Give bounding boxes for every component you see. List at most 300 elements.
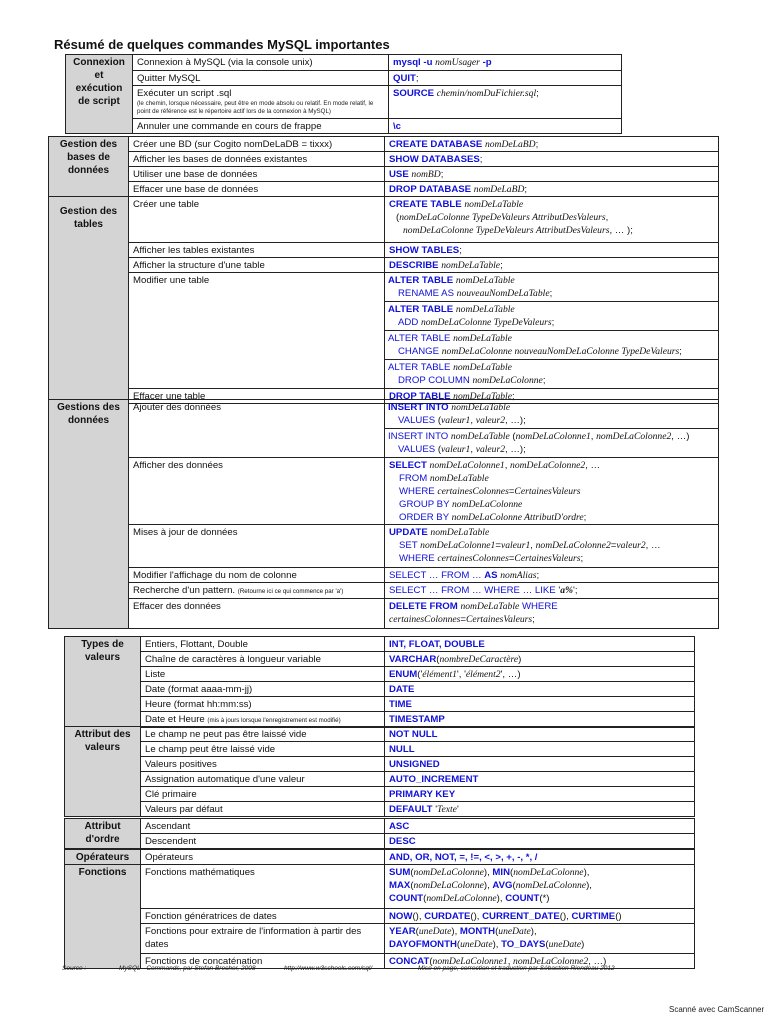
description-cell <box>129 400 385 458</box>
sql-keyword: SELECT … FROM … <box>389 570 482 581</box>
command-cell <box>385 458 719 525</box>
sql-keyword: ENUM <box>389 669 418 680</box>
sql-keyword: MAX <box>389 880 411 891</box>
sql-placeholder: valeur2 <box>616 540 646 551</box>
sql-placeholder: nombreDeCaractère <box>439 654 519 665</box>
command-line <box>389 472 714 485</box>
description-cell <box>129 137 385 152</box>
sql-keyword: TO_DAYS <box>501 939 546 950</box>
sql-text: , <box>470 415 476 426</box>
sql-keyword: TIMESTAMP <box>389 714 445 725</box>
sql-placeholder: certainesColonnes <box>437 486 509 497</box>
footer-credit: Mise en page, correction et traduction par Sébastien Riendeau 2012 <box>418 965 615 972</box>
description-text: Valeurs par défaut <box>145 804 223 815</box>
category-label: Gestion des bases de données <box>49 137 129 197</box>
table-row <box>66 71 622 86</box>
sql-placeholder: CertainesValeurs <box>514 553 581 564</box>
section-operateurs <box>64 849 695 865</box>
section-attribut-valeurs <box>64 726 695 817</box>
sql-text: ) <box>518 654 522 665</box>
sql-placeholder: certainesColonnes <box>437 553 509 564</box>
sql-text: ( <box>429 956 433 967</box>
sql-text: ; <box>551 317 555 328</box>
description-cell <box>129 458 385 525</box>
description-cell <box>133 119 389 134</box>
sql-text: ( <box>435 444 442 455</box>
command-line <box>389 851 690 864</box>
description-cell <box>141 682 385 697</box>
command-line <box>389 498 714 511</box>
category-label: Fonctions <box>65 865 141 969</box>
description-text: Ajouter des données <box>133 402 222 413</box>
sql-text: ( <box>415 926 419 937</box>
sql-placeholder: nomDeLaColonne1 <box>432 956 508 967</box>
description-text: Chaîne de caractères à longueur variable <box>145 654 321 665</box>
sql-text: ; <box>511 391 515 402</box>
sql-keyword: INSERT INTO <box>388 431 449 442</box>
sql-placeholder: certainesColonnes <box>389 614 461 625</box>
sql-placeholder: élément1 <box>422 669 457 680</box>
sql-text: ; <box>542 375 546 386</box>
sql-placeholder: nomDeLaColonne1 <box>429 460 505 471</box>
description-cell <box>129 243 385 258</box>
section-attribut-ordre <box>64 818 695 849</box>
sql-text: , <box>507 956 514 967</box>
sql-placeholder: nomDeLaColonne <box>472 375 543 386</box>
command-line <box>389 866 690 879</box>
description-note: (mis à jours lorsque l'enregistrement est modifié) <box>207 717 341 724</box>
command-line <box>393 87 617 100</box>
description-text: Afficher les tables existantes <box>133 245 255 256</box>
description-cell <box>141 727 385 742</box>
description-cell <box>141 834 385 849</box>
command-cell <box>385 772 695 787</box>
command-line <box>389 683 690 696</box>
command-line <box>389 788 690 801</box>
sql-text: (), <box>559 911 572 922</box>
command-line <box>389 552 714 565</box>
sql-text: ; <box>459 245 462 256</box>
sql-text: ( <box>436 654 440 665</box>
table-row <box>49 167 719 182</box>
command-cell <box>389 55 622 71</box>
sql-keyword: AVG <box>492 880 513 891</box>
sql-placeholder: uneDate <box>460 939 493 950</box>
section-gestion-bd <box>48 136 719 197</box>
command-cell <box>385 197 719 243</box>
sql-text: ; <box>535 139 539 150</box>
sql-keyword: ALTER TABLE <box>388 304 454 315</box>
sql-keyword: CHANGE <box>398 346 440 357</box>
table-row <box>65 742 695 757</box>
command-cell <box>385 802 695 817</box>
description-text: Afficher les bases de données existantes <box>133 154 308 165</box>
description-text: Mises à jour de données <box>133 527 238 538</box>
sql-keyword: DEFAULT <box>389 804 433 815</box>
command-line <box>393 120 617 133</box>
sql-text: = <box>508 486 515 497</box>
command-line <box>389 244 714 257</box>
sql-keyword: MIN <box>492 867 511 878</box>
sql-placeholder: nomUsager <box>435 57 480 68</box>
sql-placeholder: nomDeLaColonne2 <box>513 956 589 967</box>
command-cell <box>385 924 695 954</box>
command-line <box>389 803 690 816</box>
command-line <box>389 835 690 848</box>
sql-text: , …) <box>671 431 690 442</box>
description-text: Heure (format hh:mm:ss) <box>145 699 252 710</box>
command-cell <box>385 682 695 697</box>
description-cell <box>133 71 389 86</box>
description-cell <box>141 802 385 817</box>
sql-placeholder: nomDeLaTable <box>453 391 512 402</box>
sql-keyword: INSERT INTO <box>388 402 449 413</box>
category-label: Attribut des valeurs <box>65 727 141 817</box>
sql-keyword: DELETE FROM <box>389 601 458 612</box>
table-row <box>65 850 695 865</box>
sql-placeholder: valeur1 <box>441 444 471 455</box>
command-cell <box>385 637 695 652</box>
command-line <box>388 274 714 287</box>
description-cell <box>129 583 385 599</box>
command-cell <box>385 137 719 152</box>
command-cell <box>385 697 695 712</box>
description-text: Date et Heure <box>145 714 205 725</box>
sql-keyword: -p <box>482 57 492 68</box>
description-cell <box>133 55 389 71</box>
sql-text: = <box>495 540 501 551</box>
description-cell <box>141 757 385 772</box>
sql-placeholder: nomDeLaTable <box>441 260 501 271</box>
command-line <box>388 443 714 456</box>
command-block <box>385 302 718 331</box>
sql-keyword: YEAR <box>389 926 416 937</box>
description-cell <box>141 652 385 667</box>
sql-keyword: DROP TABLE <box>389 391 451 402</box>
command-line <box>388 316 714 329</box>
description-text: Annuler une commande en cours de frappe <box>137 121 322 132</box>
description-text: Le champ ne peut pas être laissé vide <box>145 729 307 740</box>
sql-keyword: SHOW TABLES <box>389 245 460 256</box>
table-row <box>66 55 622 71</box>
command-cell <box>385 834 695 849</box>
table-row <box>49 258 719 273</box>
description-text: Effacer une table <box>133 391 206 402</box>
description-text: Ascendant <box>145 821 191 832</box>
sql-text: (' <box>417 669 423 680</box>
command-cell <box>385 568 719 583</box>
sql-placeholder: uneDate <box>548 939 582 950</box>
category-label: Attribut d'ordre <box>65 819 141 849</box>
sql-placeholder: Texte <box>437 804 457 815</box>
command-cell <box>389 71 622 86</box>
table-row <box>65 772 695 787</box>
command-cell <box>385 583 719 599</box>
command-line <box>389 938 690 951</box>
sql-keyword: SHOW DATABASES <box>389 154 480 165</box>
command-line <box>389 485 714 498</box>
sql-keyword: DESC <box>389 836 416 847</box>
description-text: Quitter MySQL <box>137 73 201 84</box>
command-cell <box>385 909 695 924</box>
sql-text: ; <box>536 570 540 581</box>
sql-text: , <box>530 540 536 551</box>
table-row <box>65 667 695 682</box>
sql-keyword: NOT NULL <box>389 729 438 740</box>
sql-text: ), <box>483 880 493 891</box>
sql-placeholder: nomDeLaColonne1 <box>515 431 591 442</box>
sql-placeholder: nomDeLaColonne <box>451 499 523 510</box>
sql-placeholder: nomDeLaColonne <box>426 893 497 904</box>
table-row <box>49 568 719 583</box>
sql-keyword: SUM <box>389 867 411 878</box>
sql-text: , …); <box>505 415 526 426</box>
table-row <box>65 865 695 909</box>
command-line <box>389 613 714 626</box>
table-row <box>65 652 695 667</box>
table-row <box>65 727 695 742</box>
sql-keyword: WHERE <box>399 486 435 497</box>
sql-placeholder: nomDeLaColonne TypeDeValeurs AttributDesValeurs <box>399 212 606 223</box>
description-text: Fonctions pour extraire de l'information à partir des dates <box>145 926 362 950</box>
description-text: Créer une table <box>133 199 200 210</box>
sql-text: () <box>615 911 622 922</box>
sql-keyword: ADD <box>398 317 419 328</box>
sql-keyword: DATE <box>389 684 415 695</box>
description-cell <box>129 568 385 583</box>
table-row <box>65 637 695 652</box>
sql-text: , <box>590 431 597 442</box>
table-row <box>49 458 719 525</box>
footer-source-label: Source : <box>62 965 87 972</box>
sql-text: ; <box>549 288 553 299</box>
sql-placeholder: CertainesValeurs <box>466 614 533 625</box>
sql-keyword: ALTER TABLE <box>388 275 454 286</box>
sql-keyword: VALUES <box>398 415 436 426</box>
sql-text: = <box>508 553 515 564</box>
table-row <box>66 119 622 134</box>
category-label: Gestion des tables <box>49 197 129 404</box>
sql-keyword: \c <box>393 121 402 132</box>
sql-keyword: DAYOFMONTH <box>389 939 457 950</box>
command-cell <box>385 273 719 389</box>
command-block <box>385 360 718 388</box>
sql-placeholder: nomDeLaTable <box>451 402 511 413</box>
sql-text: (), <box>412 911 425 922</box>
sql-text: ), <box>586 880 592 891</box>
sql-text: ( <box>423 893 427 904</box>
command-block <box>385 429 718 457</box>
sql-placeholder: nomDeLaTable <box>455 304 515 315</box>
command-block <box>385 273 718 302</box>
description-text: Fonctions de concaténation <box>145 956 263 967</box>
sql-placeholder: nomDeLaColonne nouveauNomDeLaColonne TypeDeValeurs <box>441 346 680 357</box>
description-text: Valeurs positives <box>145 759 217 770</box>
description-text: Assignation automatique d'une valeur <box>145 774 305 785</box>
sql-keyword: DROP DATABASE <box>389 184 472 195</box>
sql-placeholder: nomDeLaColonne <box>413 867 484 878</box>
table-row <box>65 834 695 849</box>
sql-placeholder: nomDeLaTable <box>429 473 489 484</box>
description-text: Le champ peut être laissé vide <box>145 744 276 755</box>
sql-placeholder: nomDeLaColonne <box>513 867 584 878</box>
sql-keyword: mysql <box>393 57 421 68</box>
sql-text: ( <box>545 939 549 950</box>
command-line <box>389 569 714 582</box>
command-cell <box>385 667 695 682</box>
description-cell <box>133 86 389 119</box>
command-cell <box>385 258 719 273</box>
table-row <box>49 599 719 629</box>
sql-text: ( <box>396 212 400 223</box>
sql-placeholder: nomDeLaTable <box>430 527 490 538</box>
sql-keyword: MONTH <box>459 926 496 937</box>
command-line <box>388 303 714 316</box>
command-cell <box>389 86 622 119</box>
sql-placeholder: nomDeLaTable <box>464 199 524 210</box>
description-text: Clé primaire <box>145 789 197 800</box>
table-row <box>49 273 719 389</box>
sql-keyword: ORDER BY <box>399 512 449 523</box>
sql-placeholder: valeur2 <box>475 415 505 426</box>
sql-text: ), <box>451 926 460 937</box>
sql-text: ( <box>410 880 414 891</box>
description-cell <box>129 525 385 568</box>
sql-keyword: CONCAT <box>389 956 430 967</box>
sql-keyword: COUNT <box>505 893 540 904</box>
sql-placeholder: nomDeLaColonne1 <box>420 540 496 551</box>
sql-placeholder: valeur1 <box>500 540 531 551</box>
description-text: Liste <box>145 669 166 680</box>
description-text: Effacer une base de données <box>133 184 259 195</box>
sql-placeholder: nomDeLaColonne AttributD'ordre <box>451 512 584 523</box>
description-text: Connexion à MySQL (via la console unix) <box>137 57 313 68</box>
sql-placeholder: nomDeLaTable <box>450 431 510 442</box>
description-cell <box>129 273 385 389</box>
command-line <box>389 539 714 552</box>
sql-text: = <box>460 614 467 625</box>
command-cell <box>385 742 695 757</box>
description-text: Modifier l'affichage du nom de colonne <box>133 570 297 581</box>
footer-ref-url: http://www.w3schools.com/sql/ <box>284 965 373 972</box>
sql-text: ; <box>583 512 587 523</box>
category-label: Types de valeurs <box>65 637 141 728</box>
sql-keyword: PRIMARY KEY <box>389 789 456 800</box>
table-row <box>49 583 719 599</box>
table-row <box>65 757 695 772</box>
command-cell <box>385 243 719 258</box>
command-line <box>388 430 714 443</box>
sql-placeholder: nomDeLaTable <box>460 601 520 612</box>
sql-keyword: INT, FLOAT, DOUBLE <box>389 639 485 650</box>
command-line <box>389 892 690 905</box>
table-row <box>49 243 719 258</box>
table-row <box>65 819 695 834</box>
sql-placeholder: nomDeLaTable <box>455 275 515 286</box>
table-row <box>49 197 719 243</box>
description-text: Fonctions mathématiques <box>145 867 255 878</box>
command-block <box>385 400 718 429</box>
command-line <box>389 820 690 833</box>
sql-placeholder: uneDate <box>498 926 531 937</box>
description-cell <box>129 167 385 182</box>
sql-keyword: USE <box>389 169 409 180</box>
sql-text: ' <box>432 804 438 815</box>
description-text: Afficher des données <box>133 460 223 471</box>
sql-placeholder: nomDeLaBD <box>473 184 525 195</box>
sql-keyword: SELECT <box>389 460 427 471</box>
command-line <box>389 584 714 597</box>
description-cell <box>129 152 385 167</box>
description-cell <box>141 865 385 909</box>
command-line <box>388 345 714 358</box>
command-line <box>389 138 714 151</box>
command-cell <box>385 167 719 182</box>
sql-text: ( <box>410 867 414 878</box>
table-row <box>65 682 695 697</box>
sql-keyword: NOW <box>389 911 413 922</box>
sql-placeholder: CertainesValeurs <box>514 486 581 497</box>
description-cell <box>129 182 385 197</box>
sql-text: , <box>470 444 476 455</box>
sql-placeholder: nomDeLaColonne2 <box>596 431 672 442</box>
command-line <box>389 910 690 923</box>
table-row <box>49 525 719 568</box>
sql-placeholder: a% <box>560 585 573 596</box>
sql-placeholder: nouveauNomDeLaTable <box>456 288 550 299</box>
sql-placeholder: nomDeLaColonne TypeDeValeurs AttributDesValeurs <box>403 225 610 236</box>
table-row <box>49 400 719 458</box>
sql-text: (*) <box>539 893 550 904</box>
sql-text: ( <box>512 880 516 891</box>
sql-text: , <box>605 212 609 223</box>
description-text: Descendent <box>145 836 197 847</box>
sql-text: , … <box>585 460 601 471</box>
sql-text: ), <box>496 893 506 904</box>
sql-text: ), <box>483 867 493 878</box>
sql-placeholder: élément2 <box>465 669 501 680</box>
command-line <box>388 332 714 345</box>
description-cell <box>129 599 385 629</box>
section-fonctions <box>64 864 695 969</box>
sql-keyword: UPDATE <box>389 527 428 538</box>
sql-text: ; <box>479 154 483 165</box>
sql-keyword: GROUP BY <box>399 499 450 510</box>
description-cell <box>141 742 385 757</box>
command-line <box>389 743 690 756</box>
description-text: Exécuter un script .sql <box>137 88 232 99</box>
sql-keyword: ALTER TABLE <box>388 333 451 344</box>
command-line <box>388 414 714 427</box>
command-cell <box>385 865 695 909</box>
command-line <box>389 758 690 771</box>
command-cell <box>385 757 695 772</box>
command-line <box>389 259 714 272</box>
sql-placeholder: nomDeLaColonne TypeDeValeurs <box>420 317 552 328</box>
sql-keyword: SELECT … FROM … WHERE … LIKE <box>389 585 556 596</box>
sql-placeholder: chemin/nomDuFichier.sql <box>436 88 537 99</box>
sql-text: ' <box>555 585 561 596</box>
description-text: Date (format aaaa-mm-jj) <box>145 684 253 695</box>
sql-keyword: CREATE TABLE <box>389 199 462 210</box>
command-cell <box>385 599 719 629</box>
sql-keyword: CREATE DATABASE <box>389 139 483 150</box>
description-cell <box>141 637 385 652</box>
command-line <box>389 713 690 726</box>
sql-text: ; <box>679 346 682 357</box>
command-line <box>388 374 714 387</box>
command-cell <box>385 787 695 802</box>
